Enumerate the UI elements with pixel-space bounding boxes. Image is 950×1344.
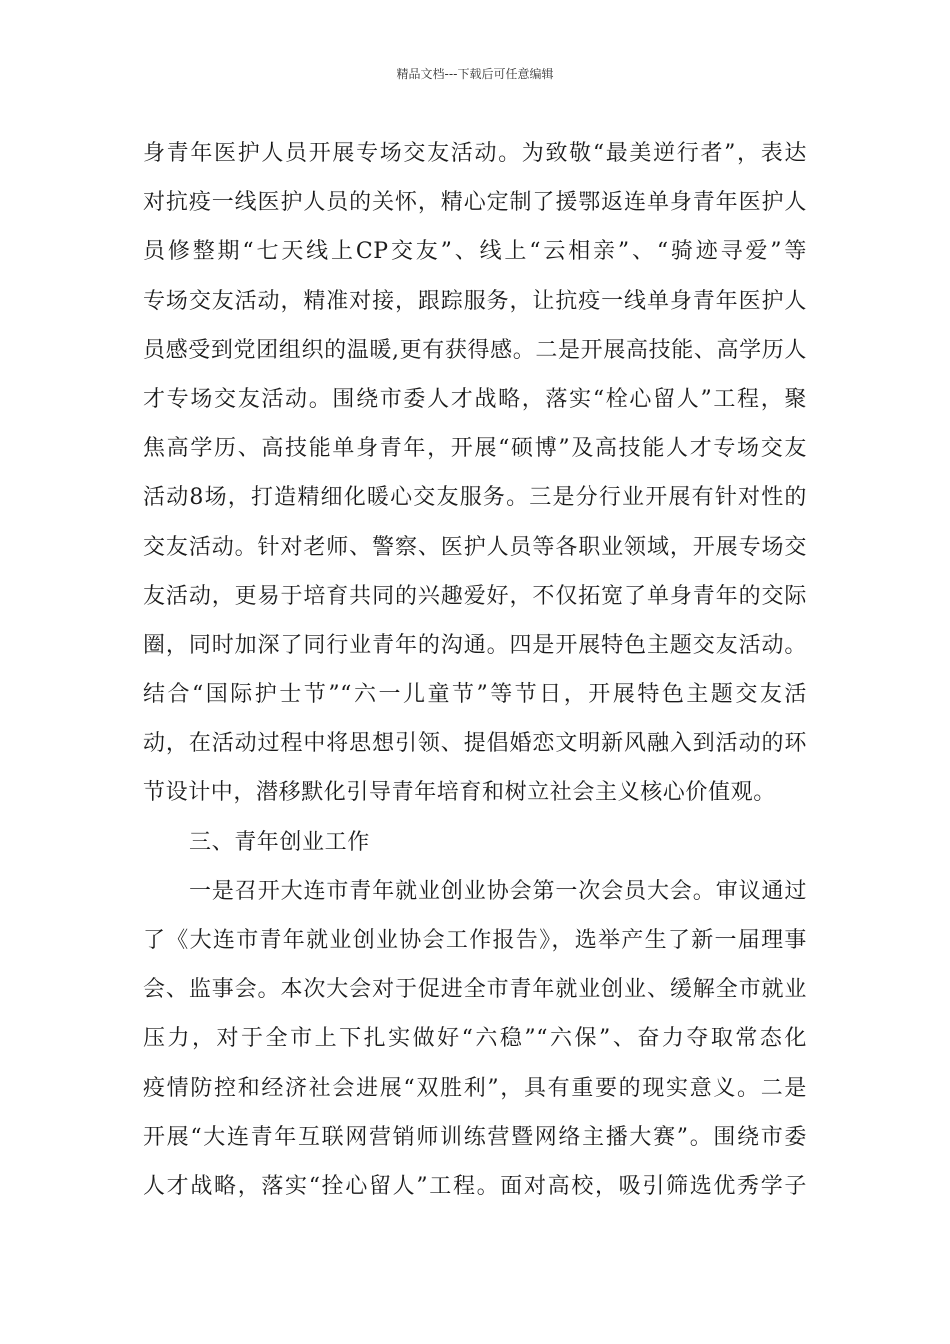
paragraph-line: 对抗疫一线医护人员的关怀，精心定制了援鄂返连单身青年医护人	[143, 190, 807, 216]
paragraph-line: 交友活动。针对老师、警察、医护人员等各职业领域，开展专场交	[143, 534, 807, 560]
paragraph-line: 节设计中，潜移默化引导青年培育和树立社会主义核心价值观。	[143, 780, 776, 806]
paragraph-line: 活动8场，打造精细化暖心交友服务。三是分行业开展有针对性的	[143, 485, 807, 511]
paragraph-line: 员感受到党团组织的温暖,更有获得感。二是开展高技能、高学历人	[143, 337, 807, 363]
paragraph-line: 专场交友活动，精准对接，跟踪服务，让抗疫一线单身青年医护人	[143, 288, 807, 314]
document-body	[143, 129, 807, 1211]
paragraph-line: 人才战略，落实“拴心留人”工程。面对高校，吸引筛选优秀学子	[143, 1173, 807, 1199]
paragraph-line: 员修整期“七天线上CP交友”、线上“云相亲”、“骑迹寻爱”等	[143, 239, 807, 265]
paragraph-line: 了《大连市青年就业创业协会工作报告》，选举产生了新一届理事	[143, 928, 807, 953]
paragraph-line: 圈，同时加深了同行业青年的沟通。四是开展特色主题交友活动。	[143, 632, 807, 658]
paragraph-line: 结合“国际护士节”“六一儿童节”等节日，开展特色主题交友活	[143, 682, 807, 708]
paragraph-line: 会、监事会。本次大会对于促进全市青年就业创业、缓解全市就业	[143, 977, 807, 1003]
paragraph-line: 一是召开大连市青年就业创业协会第一次会员大会。审议通过	[189, 878, 807, 904]
paragraph-line: 身青年医护人员开展专场交友活动。为致敬“最美逆行者”，表达	[143, 141, 807, 166]
paragraph-line: 动，在活动过程中将思想引领、提倡婚恋文明新风融入到活动的环	[143, 731, 807, 757]
section-heading: 三、青年创业工作	[189, 829, 370, 855]
paragraph-line: 友活动，更易于培育共同的兴趣爱好，不仅拓宽了单身青年的交际	[143, 583, 807, 609]
paragraph-line: 才专场交友活动。围绕市委人才战略，落实“栓心留人”工程，聚	[143, 386, 807, 412]
paragraph-line: 压力，对于全市上下扎实做好“六稳”“六保”、奋力夺取常态化	[143, 1026, 807, 1052]
paragraph-line: 开展“大连青年互联网营销师训练营暨网络主播大赛”。围绕市委	[143, 1124, 807, 1150]
page-header: 精品文档---下载后可任意编辑	[396, 67, 554, 81]
paragraph-line: 焦高学历、高技能单身青年，开展“硕博”及高技能人才专场交友	[143, 436, 807, 462]
paragraph-line: 疫情防控和经济社会进展“双胜利”，具有重要的现实意义。二是	[143, 1075, 807, 1101]
